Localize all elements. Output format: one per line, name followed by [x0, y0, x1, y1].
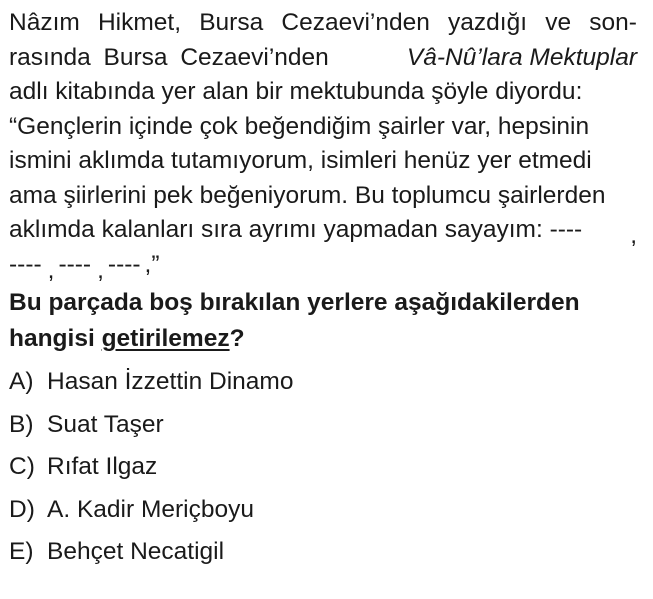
- blank: ----: [107, 250, 141, 278]
- passage-word: Bursa: [199, 9, 264, 36]
- answer-options: [9, 361, 637, 574]
- option-c[interactable]: [9, 446, 637, 489]
- blank: ----: [58, 250, 92, 278]
- closing-quote: ,”: [144, 250, 160, 278]
- passage-line-6: ama şiirlerini pek beğeniyorum. Bu toplumcu şairlerden: [9, 181, 606, 209]
- option-e[interactable]: [9, 531, 637, 574]
- passage-line-3: adlı kitabında yer alan bir mektubunda şöyle diyordu:: [9, 78, 583, 105]
- option-d[interactable]: [9, 489, 637, 532]
- question-text: hangisi: [9, 325, 102, 352]
- passage-text: rasında Bursa Cezaevi’nden: [9, 43, 329, 71]
- comma: ,: [47, 256, 55, 284]
- option-b[interactable]: [9, 404, 637, 447]
- passage-line-5: ismini aklımda tutamıyorum, isimleri henüz yer etmedi: [9, 147, 592, 174]
- passage-line-2: [9, 41, 637, 76]
- passage-line-4: “Gençlerin içinde çok beğendiğim şairler var, hepsinin: [9, 112, 590, 140]
- passage-word: yazdığı: [448, 9, 528, 36]
- question-line-1: Bu parçada boş bırakılan yerlere aşağıdakilerden: [9, 289, 580, 316]
- comma: ,: [97, 256, 104, 284]
- emphasized-word: getirilemez: [101, 325, 230, 352]
- passage-line-1: [9, 6, 637, 41]
- question-mark: ?: [229, 325, 245, 352]
- book-title: Vâ-Nû’lara Mektuplar: [406, 43, 637, 71]
- question-line-2: [9, 321, 637, 357]
- passage-word: Cezaevi’nden: [281, 9, 430, 36]
- comma: ,: [630, 222, 637, 249]
- passage-word: ve: [545, 9, 572, 36]
- passage: [9, 6, 637, 282]
- passage-line-7: [9, 213, 637, 248]
- option-text: Suat Taşer: [47, 410, 164, 438]
- passage-text: aklımda kalanları sıra ayrımı yapmadan sayayım: ----: [9, 216, 583, 243]
- question-document: [9, 6, 637, 574]
- option-text: Behçet Necatigil: [47, 538, 225, 565]
- blank: ----: [9, 250, 42, 278]
- option-letter: D): [9, 495, 35, 523]
- passage-word: Nâzım: [9, 9, 80, 36]
- passage-blanks-line: [9, 248, 637, 283]
- option-a[interactable]: [9, 361, 637, 404]
- question-stem: [9, 285, 637, 357]
- option-letter: A): [9, 368, 34, 395]
- option-text: A. Kadir Meriçboyu: [47, 495, 254, 523]
- option-letter: B): [9, 410, 34, 438]
- passage-word: Hikmet,: [97, 9, 182, 36]
- option-letter: C): [9, 453, 35, 480]
- option-text: Hasan İzzettin Dinamo: [47, 368, 294, 395]
- option-letter: E): [9, 538, 34, 565]
- passage-word: son-: [589, 9, 637, 36]
- option-text: Rıfat Ilgaz: [47, 453, 158, 480]
